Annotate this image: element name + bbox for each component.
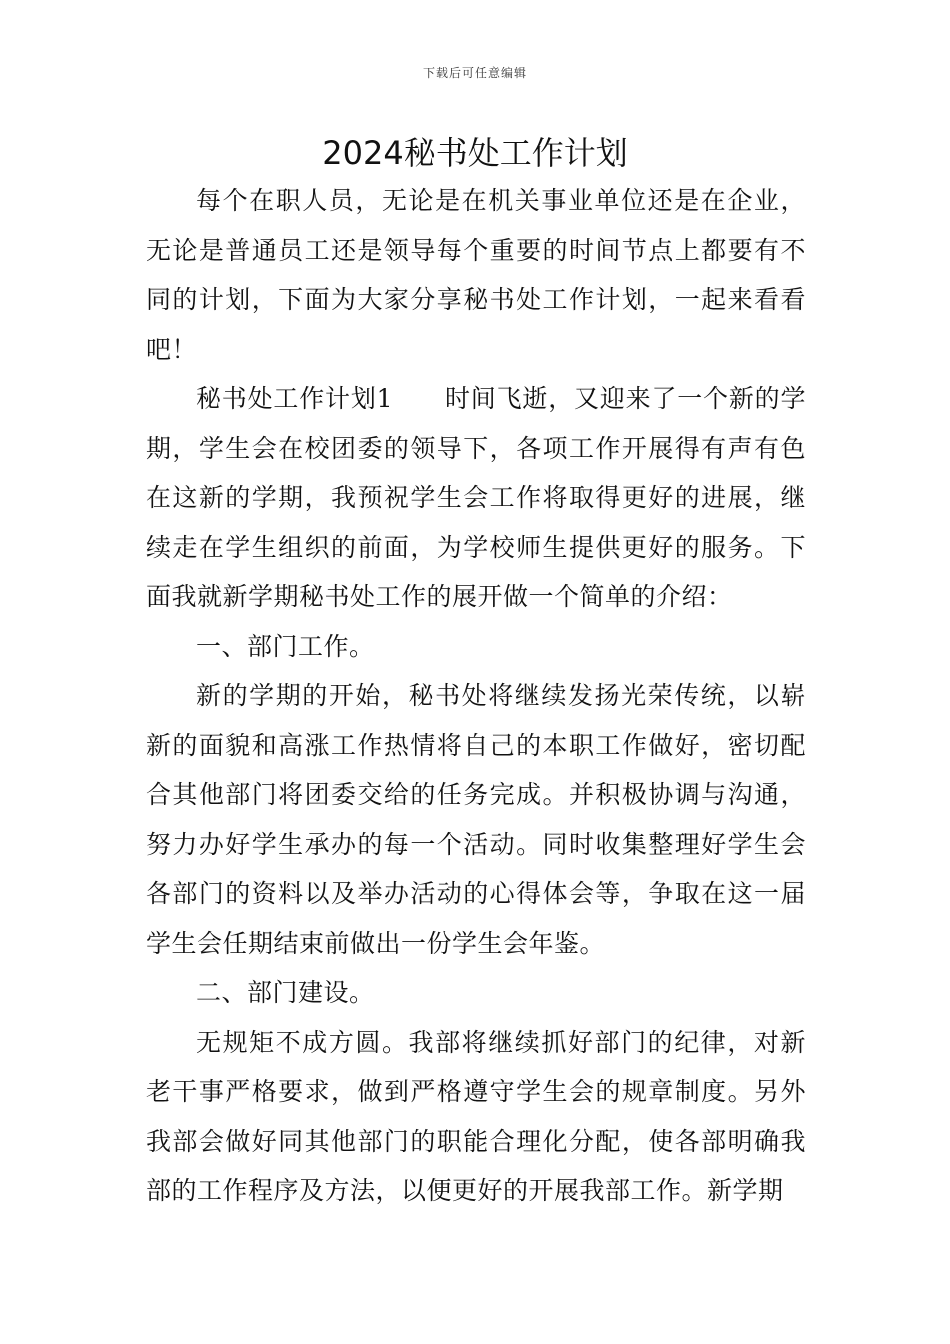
document-body — [146, 176, 806, 1216]
paragraph-department-building: 无规矩不成方圆。我部将继续抓好部门的纪律，对新老干事严格要求，做到严格遵守学生会的规章制度。另外我部会做好同其他部门的职能合理化分配，使各部明确我部的工作程序及方法，以便更好的开展我部工作。新学期 — [146, 1027, 806, 1205]
document-title: 2024秘书处工作计划 — [322, 134, 628, 172]
section-heading-department-building: 二、部门建设。 — [196, 978, 375, 1007]
paragraph-department-work: 新的学期的开始，秘书处将继续发扬光荣传统，以崭新的面貌和高涨工作热情将自己的本职工作做好，密切配合其他部门将团委交给的任务完成。并积极协调与沟通，努力办好学生承办的每一个活动。同时收集整理好学生会各部门的资料以及举办活动的心得体会等，争取在这一届学生会任期结束前做出一份学生会年鉴。 — [146, 681, 806, 958]
header-note: 下载后可任意编辑 — [422, 66, 527, 80]
paragraph-plan-1: 秘书处工作计划1 时间飞逝，又迎来了一个新的学期，学生会在校团委的领导下，各项工作开展得有声有色在这新的学期，我预祝学生会工作将取得更好的进展，继续走在学生组织的前面，为学校师生提供更好的服务。下面我就新学期秘书处工作的展开做一个简单的介绍： — [146, 384, 806, 611]
paragraph-intro: 每个在职人员，无论是在机关事业单位还是在企业，无论是普通员工还是领导每个重要的时间节点上都要有不同的计划，下面为大家分享秘书处工作计划，一起来看看吧！ — [146, 186, 806, 364]
section-heading-department-work: 一、部门工作。 — [196, 631, 375, 661]
